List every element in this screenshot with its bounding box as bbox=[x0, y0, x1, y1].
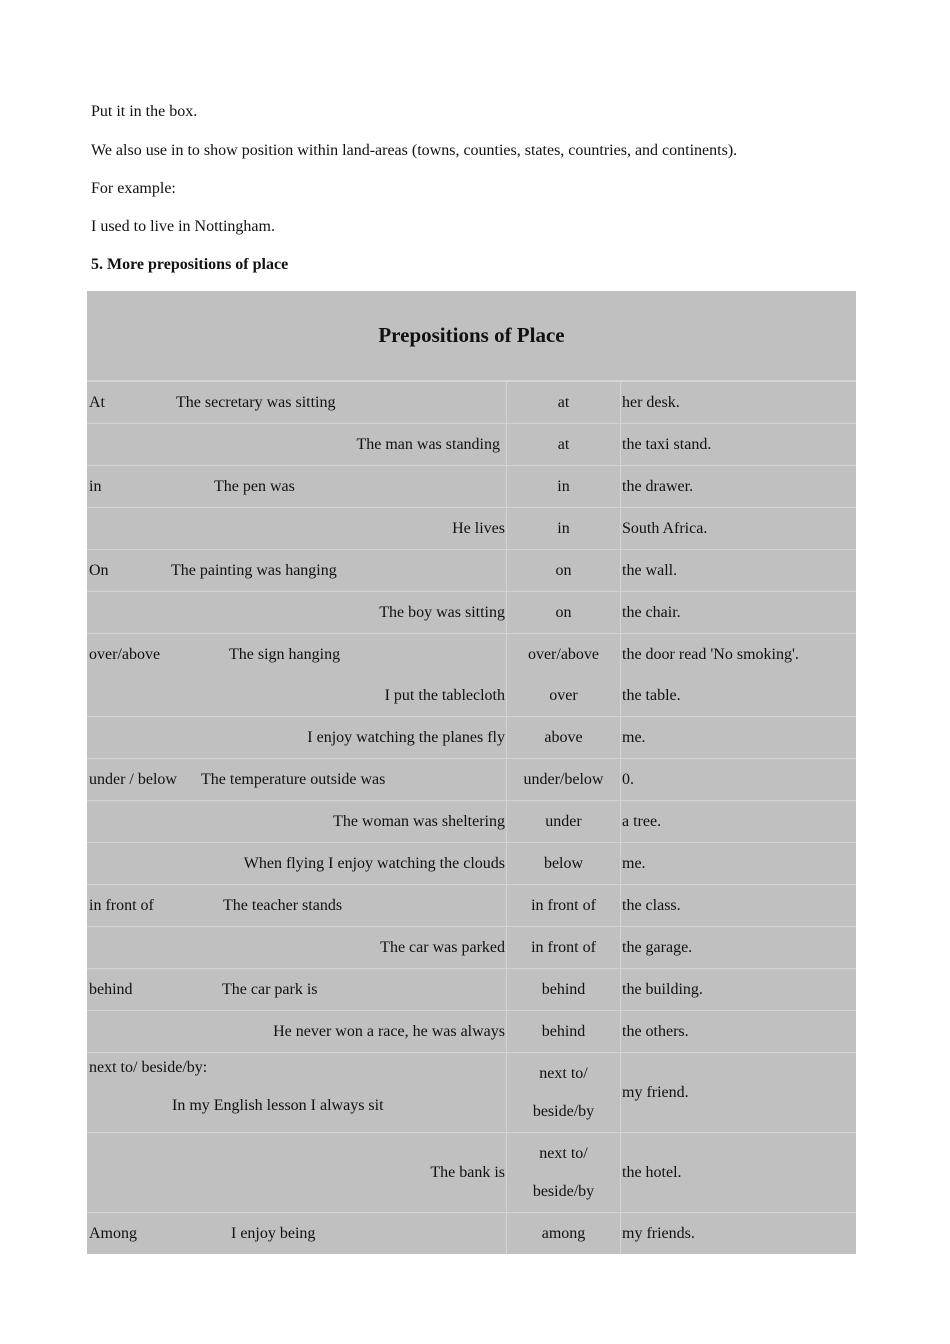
preposition-label: in bbox=[89, 478, 102, 495]
table-row bbox=[87, 381, 856, 423]
object-cell: the garage. bbox=[622, 938, 693, 956]
sentence-cell bbox=[87, 1133, 505, 1212]
object-cell: a tree. bbox=[622, 812, 662, 830]
preposition-cell: in front of bbox=[506, 927, 621, 968]
table-row bbox=[87, 465, 856, 507]
preposition-cell: under/below bbox=[506, 759, 621, 800]
table-row bbox=[87, 591, 856, 633]
sentence-text: The car park is bbox=[222, 981, 318, 998]
sentence-text: I put the tablecloth bbox=[384, 687, 505, 704]
sentence-text: I enjoy watching the planes fly bbox=[307, 729, 505, 746]
sentence-text: In my English lesson I always sit bbox=[172, 1097, 384, 1114]
object-cell: the building. bbox=[622, 980, 703, 998]
preposition-label: in front of bbox=[89, 897, 154, 914]
table-row bbox=[87, 1010, 856, 1052]
object-cell: the chair. bbox=[622, 603, 681, 621]
preposition-label: behind bbox=[89, 981, 133, 998]
paragraph: For example: bbox=[91, 180, 176, 197]
sentence-text: When flying I enjoy watching the clouds bbox=[243, 855, 505, 872]
preposition-label: Among bbox=[89, 1225, 137, 1242]
preposition-line: beside/by bbox=[532, 1102, 595, 1120]
preposition-cell: above bbox=[506, 717, 621, 758]
sentence-text: The sign hanging bbox=[229, 646, 341, 663]
sentence-text: The woman was sheltering bbox=[333, 813, 505, 830]
table-title: Prepositions of Place bbox=[87, 291, 856, 381]
preposition-cell: at bbox=[506, 382, 621, 423]
table-row bbox=[87, 633, 856, 675]
sentence-cell bbox=[87, 508, 505, 549]
preposition-cell: in front of bbox=[506, 885, 621, 926]
preposition-cell: on bbox=[506, 550, 621, 591]
preposition-cell: over bbox=[506, 675, 621, 716]
sentence-cell bbox=[87, 1213, 505, 1254]
sentence-cell bbox=[87, 1053, 505, 1132]
preposition-cell: behind bbox=[506, 1011, 621, 1052]
table-row bbox=[87, 758, 856, 800]
object-cell: my friend. bbox=[622, 1083, 689, 1101]
preposition-label: next to/ beside/by: bbox=[89, 1059, 208, 1076]
object-cell: 0. bbox=[622, 770, 634, 788]
table-row bbox=[87, 507, 856, 549]
object-cell: me. bbox=[622, 854, 646, 872]
sentence-text: The secretary was sitting bbox=[176, 394, 336, 411]
paragraph: Put it in the box. bbox=[91, 103, 198, 120]
sentence-cell bbox=[87, 843, 505, 884]
preposition-cell: below bbox=[506, 843, 621, 884]
paragraph: I used to live in Nottingham. bbox=[91, 218, 275, 235]
sentence-cell bbox=[87, 382, 505, 423]
object-cell: the wall. bbox=[622, 561, 678, 579]
preposition-cell bbox=[506, 1053, 621, 1132]
object-cell: her desk. bbox=[622, 393, 680, 411]
sentence-cell bbox=[87, 634, 505, 675]
object-cell: the class. bbox=[622, 896, 681, 914]
sentence-text: The temperature outside was bbox=[201, 771, 386, 788]
object-cell: my friends. bbox=[622, 1224, 695, 1242]
preposition-cell: behind bbox=[506, 969, 621, 1010]
sentence-text: The boy was sitting bbox=[379, 604, 505, 621]
preposition-label: over/above bbox=[89, 646, 161, 663]
preposition-cell bbox=[506, 1133, 621, 1212]
table-row bbox=[87, 549, 856, 591]
sentence-text: He never won a race, he was always bbox=[273, 1023, 505, 1040]
sentence-cell bbox=[87, 717, 505, 758]
sentence-text: The bank is bbox=[430, 1164, 505, 1181]
table-row bbox=[87, 716, 856, 758]
table-row bbox=[87, 675, 856, 716]
object-cell: the drawer. bbox=[622, 477, 694, 495]
preposition-cell: among bbox=[506, 1213, 621, 1254]
table-row bbox=[87, 926, 856, 968]
table-row bbox=[87, 842, 856, 884]
table-row bbox=[87, 1052, 856, 1132]
table-row bbox=[87, 968, 856, 1010]
sentence-cell bbox=[87, 1011, 505, 1052]
object-cell: South Africa. bbox=[622, 519, 708, 537]
object-cell: the taxi stand. bbox=[622, 435, 712, 453]
preposition-cell: over/above bbox=[506, 634, 621, 675]
section-heading: 5. More prepositions of place bbox=[91, 256, 289, 273]
sentence-text: He lives bbox=[452, 520, 505, 537]
preposition-cell: in bbox=[506, 466, 621, 507]
preposition-line: next to/ bbox=[539, 1144, 588, 1162]
table-row bbox=[87, 800, 856, 842]
preposition-line: next to/ bbox=[539, 1064, 588, 1082]
prepositions-table bbox=[87, 291, 856, 1254]
sentence-cell bbox=[87, 969, 505, 1010]
object-cell: the hotel. bbox=[622, 1163, 682, 1181]
preposition-cell: at bbox=[506, 424, 621, 465]
sentence-cell bbox=[87, 466, 505, 507]
table-row bbox=[87, 884, 856, 926]
sentence-cell bbox=[87, 885, 505, 926]
sentence-cell bbox=[87, 592, 505, 633]
preposition-cell: on bbox=[506, 592, 621, 633]
sentence-cell bbox=[87, 759, 505, 800]
preposition-cell: in bbox=[506, 508, 621, 549]
sentence-text: The car was parked bbox=[380, 939, 505, 956]
sentence-cell bbox=[87, 550, 505, 591]
sentence-cell bbox=[87, 424, 505, 465]
sentence-text: The man was standing bbox=[356, 436, 500, 453]
sentence-text: The pen was bbox=[214, 478, 295, 495]
paragraph: We also use in to show position within land-areas (towns, counties, states, countries, and continents). bbox=[91, 142, 738, 159]
preposition-cell: under bbox=[506, 801, 621, 842]
table-row bbox=[87, 1212, 856, 1254]
sentence-cell bbox=[87, 801, 505, 842]
preposition-label: under / below bbox=[89, 771, 177, 788]
preposition-label: On bbox=[89, 562, 109, 579]
object-cell: the table. bbox=[622, 686, 681, 704]
object-cell: the door read 'No smoking'. bbox=[622, 645, 799, 663]
object-cell: me. bbox=[622, 728, 646, 746]
sentence-text: The teacher stands bbox=[223, 897, 343, 914]
table-row bbox=[87, 423, 856, 465]
sentence-text: I enjoy being bbox=[231, 1225, 316, 1242]
sentence-text: The painting was hanging bbox=[171, 562, 337, 579]
table-row bbox=[87, 1132, 856, 1212]
object-cell: the others. bbox=[622, 1022, 689, 1040]
preposition-label: At bbox=[89, 394, 105, 411]
sentence-cell bbox=[87, 927, 505, 968]
sentence-cell bbox=[87, 675, 505, 716]
preposition-line: beside/by bbox=[532, 1182, 595, 1200]
